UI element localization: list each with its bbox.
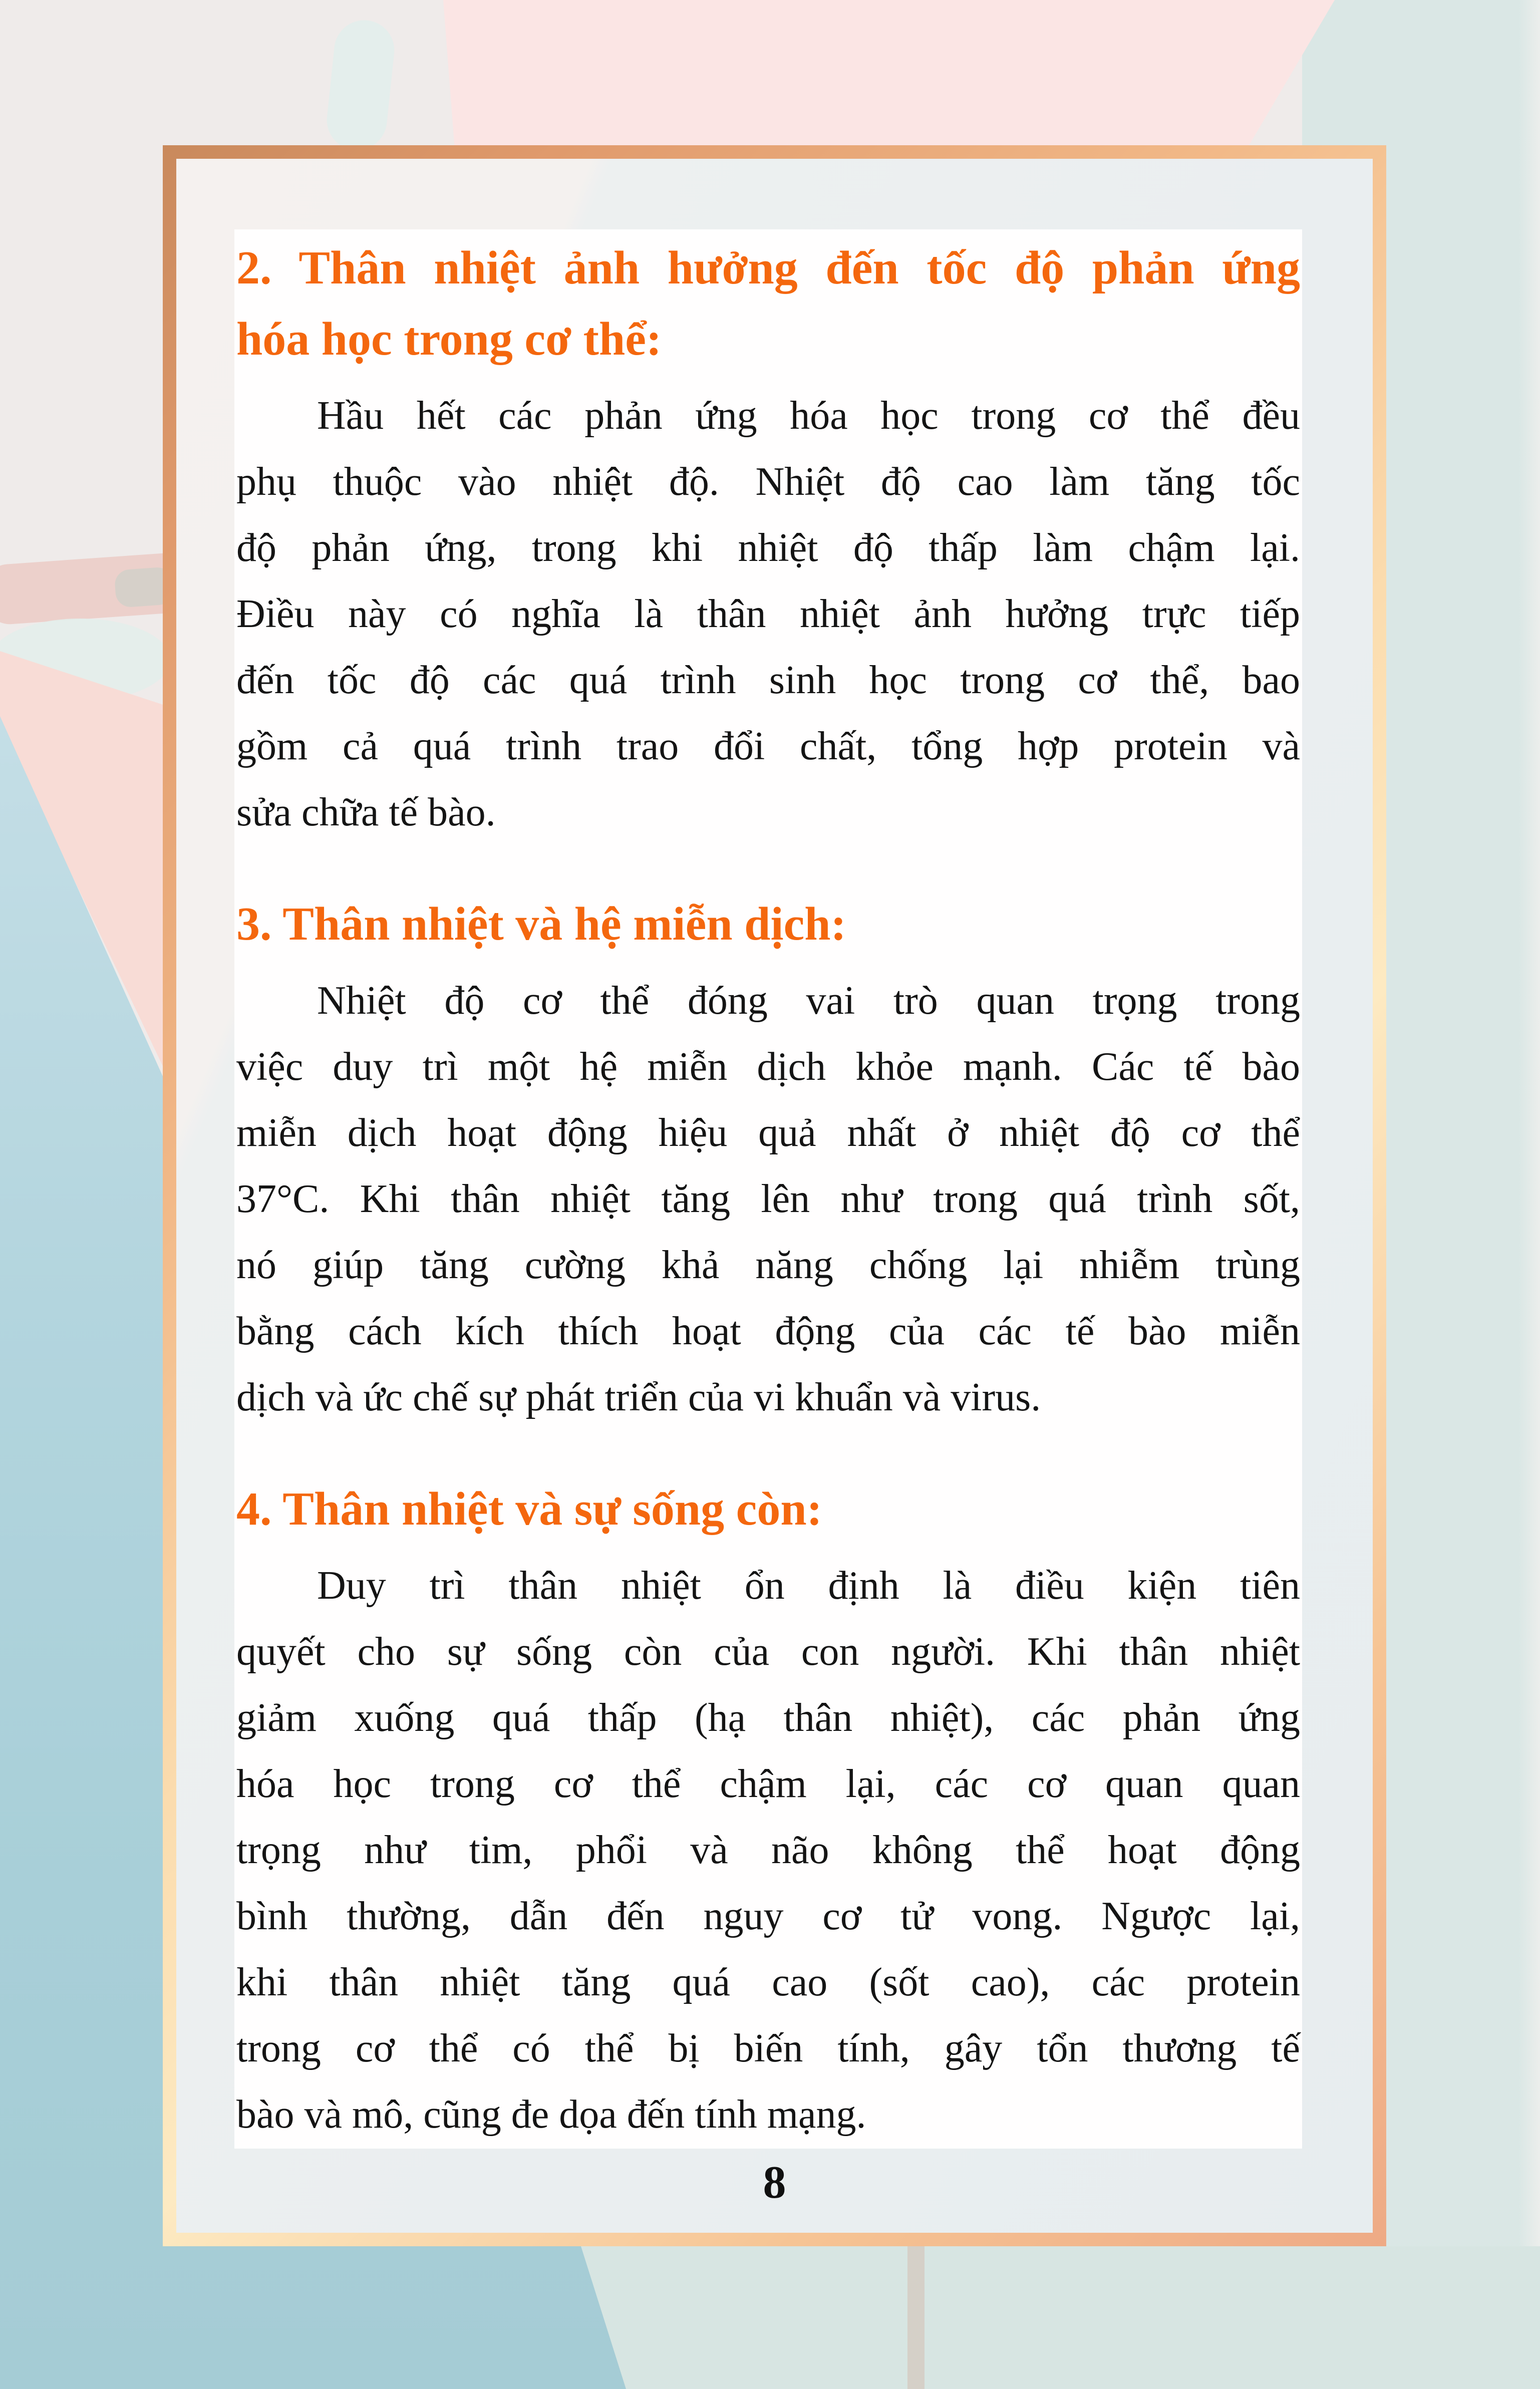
text-line: Điều này có nghĩa là thân nhiệt ảnh hưởng trực tiếp — [236, 592, 1300, 636]
section-heading — [236, 1473, 1300, 1545]
heading-line: 4. Thân nhiệt và sự sống còn: — [236, 1483, 822, 1535]
text-line: phụ thuộc vào nhiệt độ. Nhiệt độ cao làm tăng tốc — [236, 460, 1300, 504]
text-line: độ phản ứng, trong khi nhiệt độ thấp làm chậm lại. — [236, 526, 1300, 570]
text-line: việc duy trì một hệ miễn dịch khỏe mạnh. Các tế bào — [236, 1045, 1300, 1089]
text-line: nó giúp tăng cường khả năng chống lại nhiễm trùng — [236, 1243, 1300, 1287]
background-teal-streak — [324, 17, 398, 153]
text-line: đến tốc độ các quá trình sinh học trong cơ thể, bao — [236, 658, 1300, 702]
page-number: 8 — [763, 2157, 786, 2208]
section-heading — [236, 888, 1300, 960]
body-paragraph — [236, 1553, 1300, 2148]
page-content — [234, 229, 1302, 2149]
heading-line: 2. Thân nhiệt ảnh hưởng đến tốc độ phản ứng — [236, 242, 1300, 294]
text-line: Hầu hết các phản ứng hóa học trong cơ thể đều — [317, 394, 1300, 438]
body-paragraph — [236, 968, 1300, 1430]
text-line: hóa học trong cơ thể chậm lại, các cơ quan quan — [236, 1762, 1300, 1806]
text-line: trong cơ thể có thể bị biến tính, gây tổn thương tế — [236, 2026, 1300, 2070]
text-line: Nhiệt độ cơ thể đóng vai trò quan trọng trong — [317, 979, 1300, 1023]
section-heading — [236, 232, 1300, 375]
heading-line: 3. Thân nhiệt và hệ miễn dịch: — [236, 898, 846, 950]
text-line: khi thân nhiệt tăng quá cao (sốt cao), các protein — [236, 1960, 1300, 2004]
text-line: miễn dịch hoạt động hiệu quả nhất ở nhiệt độ cơ thể — [236, 1111, 1300, 1155]
text-line: dịch và ức chế sự phát triển của vi khuẩn và virus. — [236, 1375, 1041, 1419]
background-vertical-line — [907, 2246, 925, 2389]
body-paragraph — [236, 383, 1300, 845]
text-line: Duy trì thân nhiệt ổn định là điều kiện tiên — [317, 1564, 1300, 1608]
text-line: bằng cách kích thích hoạt động của các tế bào miễn — [236, 1309, 1300, 1353]
text-line: giảm xuống quá thấp (hạ thân nhiệt), các phản ứng — [236, 1696, 1300, 1740]
heading-line: hóa học trong cơ thể: — [236, 313, 662, 365]
text-line: trọng như tim, phổi và não không thể hoạt động — [236, 1828, 1300, 1872]
text-line: bào và mô, cũng đe dọa đến tính mạng. — [236, 2093, 866, 2137]
text-line: bình thường, dẫn đến nguy cơ tử vong. Ngược lại, — [236, 1894, 1300, 1938]
text-line: 37°C. Khi thân nhiệt tăng lên như trong quá trình sốt, — [236, 1177, 1300, 1221]
text-line: quyết cho sự sống còn của con người. Khi thân nhiệt — [236, 1630, 1300, 1674]
text-line: sửa chữa tế bào. — [236, 790, 496, 834]
text-line: gồm cả quá trình trao đổi chất, tổng hợp protein và — [236, 724, 1300, 768]
